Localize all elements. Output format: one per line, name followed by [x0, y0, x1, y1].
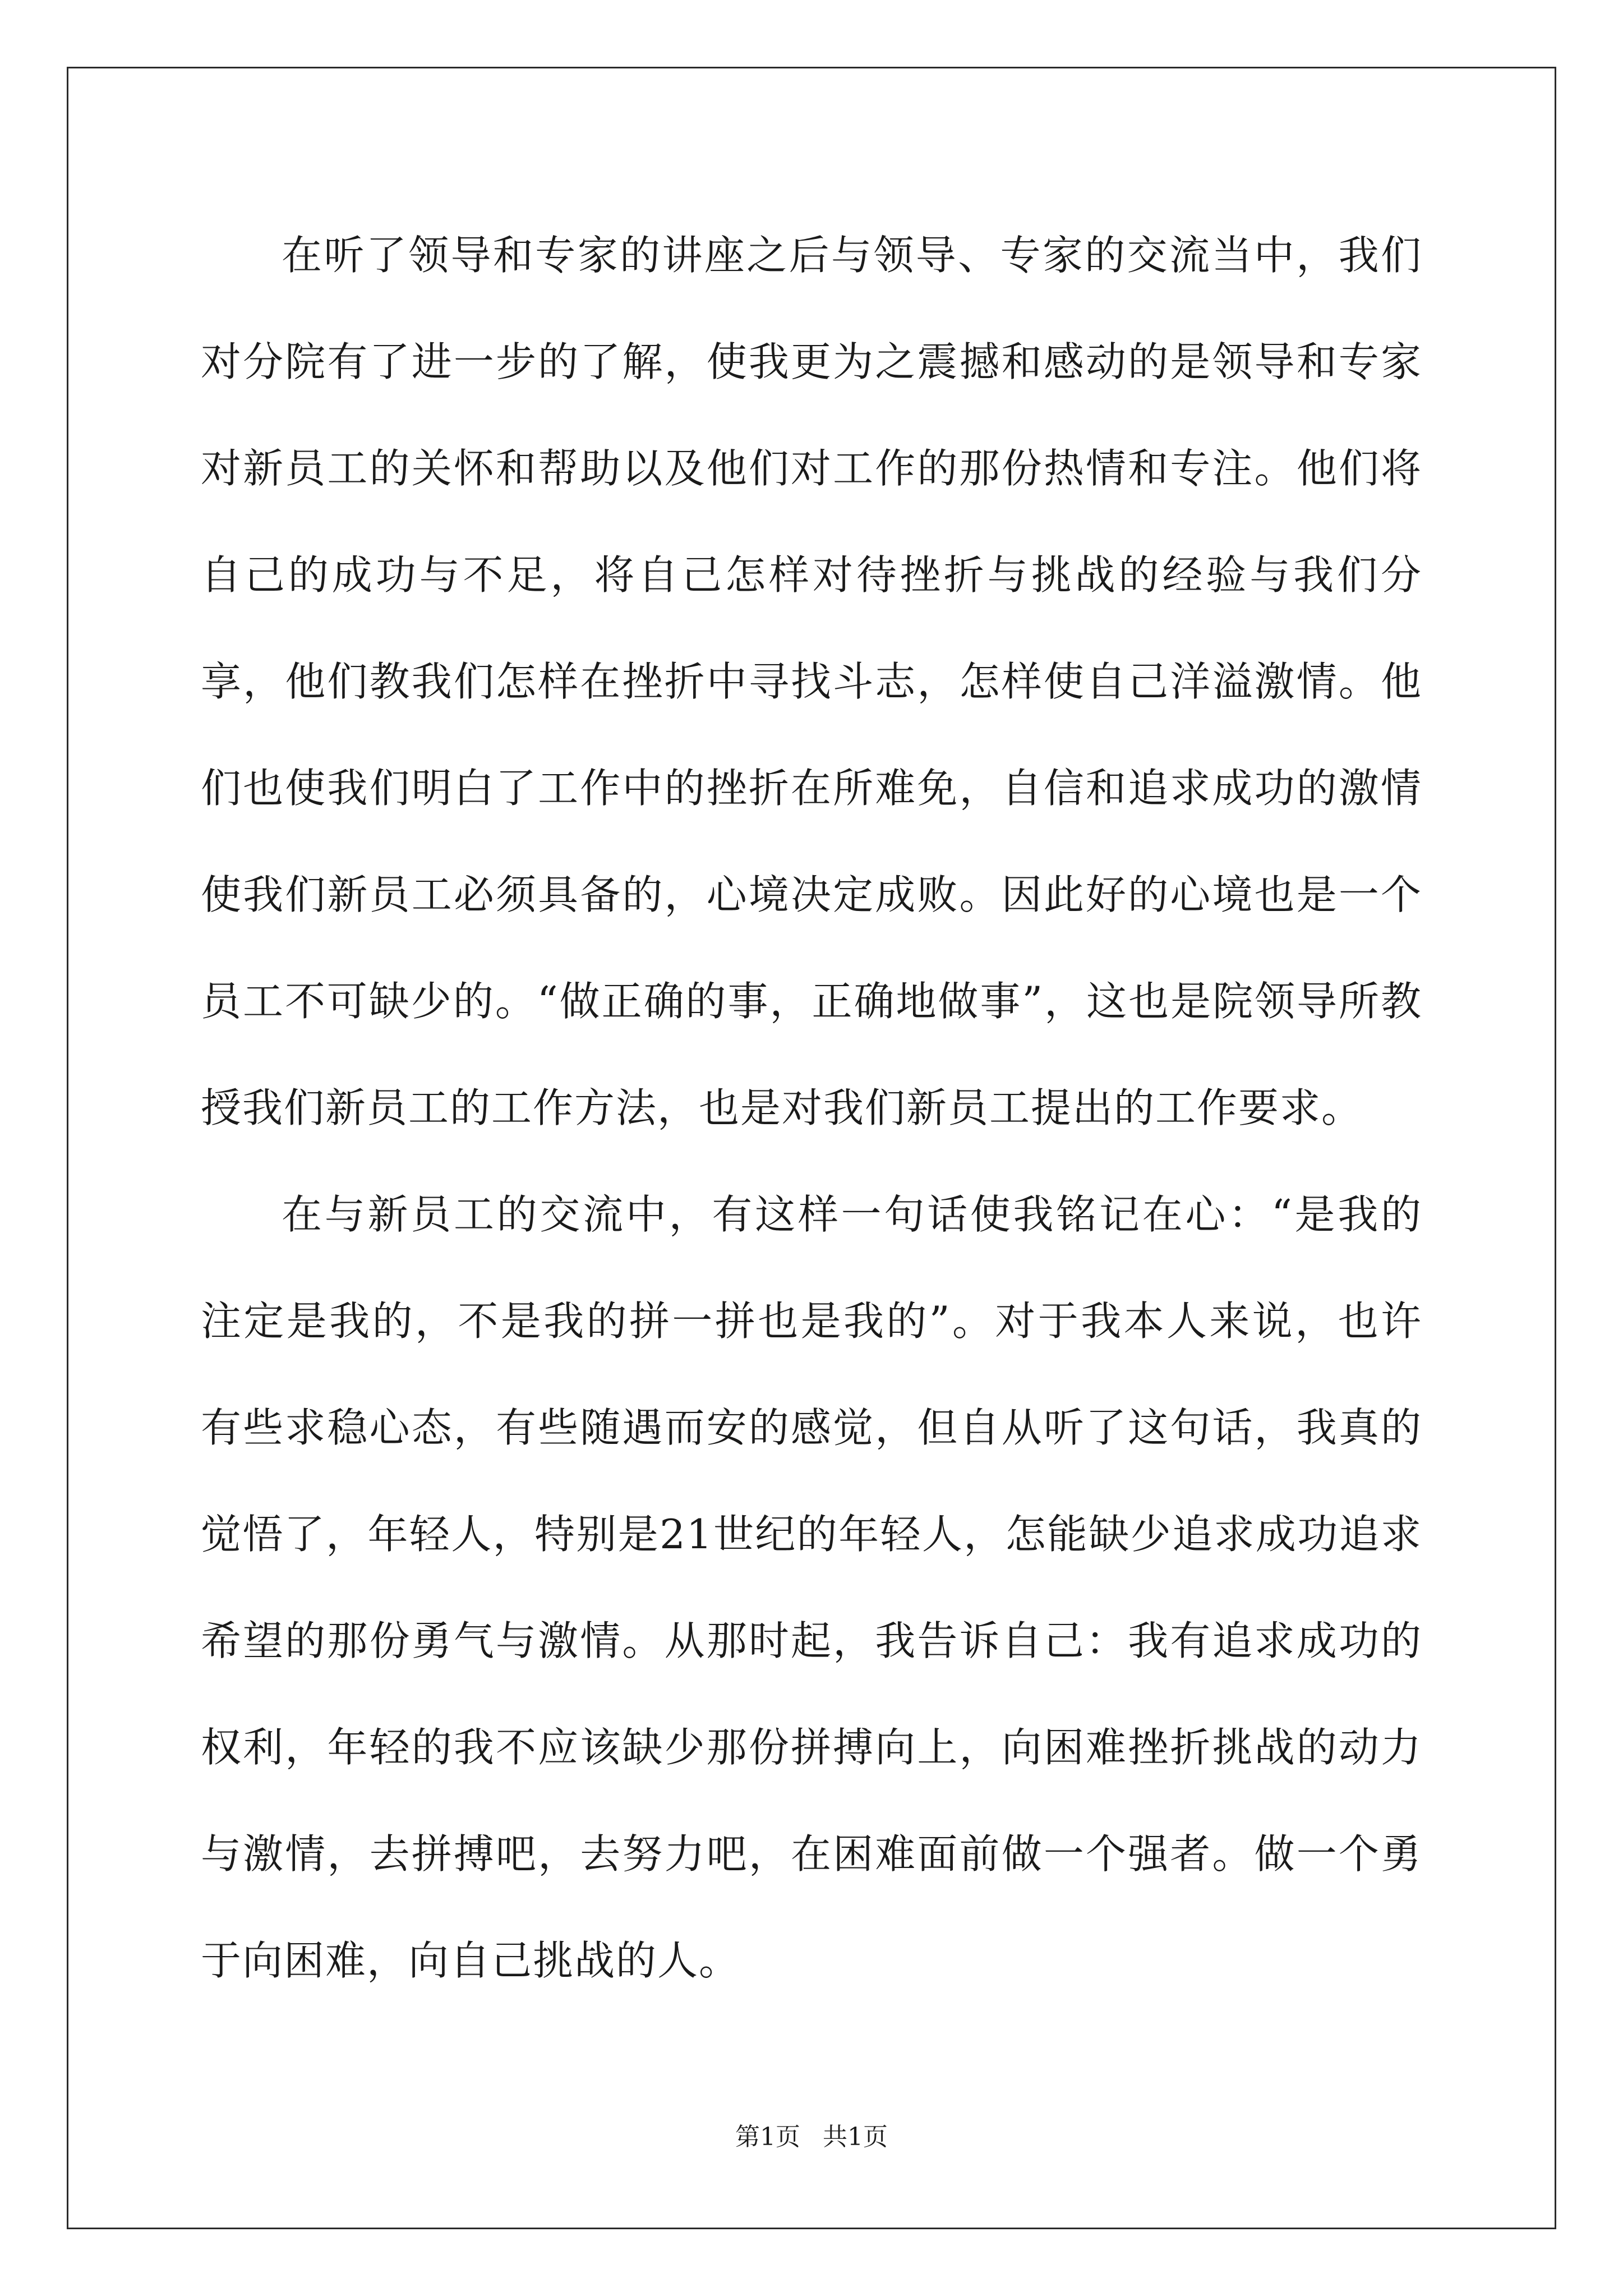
page-total: 共1页 [823, 2123, 888, 2151]
paragraph: 在听了领导和专家的讲座之后与领导、专家的交流当中，我们对分院有了进一步的了解，使我更为之震撼和感动的是领导和专家对新员工的关怀和帮助以及他们对工作的那份热情和专注。他们将自己的成功与不足，将自己怎样对待挫折与挑战的经验与我们分享，他们教我们怎样在挫折中寻找斗志，怎样使自己洋溢激情。他们也使我们明白了工作中的挫折在所难免，自信和追求成功的激情使我们新员工必须具备的，心境决定成败。因此好的心境也是一个员工不可缺少的。“做正确的事，正确地做事”，这也是院领导所教授我们新员工的工作方法，也是对我们新员工提出的工作要求。 [201, 232, 1422, 1131]
paragraph: 在与新员工的交流中，有这样一句话使我铭记在心：“是我的注定是我的，不是我的拼一拼也是我的”。对于我本人来说，也许有些求稳心态，有些随遇而安的感觉，但自从听了这句话，我真的觉悟了，年轻人，特别是21世纪的年轻人，怎能缺少追求成功追求希望的那份勇气与激情。从那时起，我告诉自己：我有追求成功的权利，年轻的我不应该缺少那份拼搏向上，向困难挫折挑战的动力与激情，去拼搏吧，去努力吧，在困难面前做一个强者。做一个勇于向困难，向自己挑战的人。 [201, 1191, 1422, 1984]
page-footer [0, 2120, 1623, 2154]
document-body [201, 202, 1422, 2014]
page-number: 第1页 [735, 2123, 800, 2151]
